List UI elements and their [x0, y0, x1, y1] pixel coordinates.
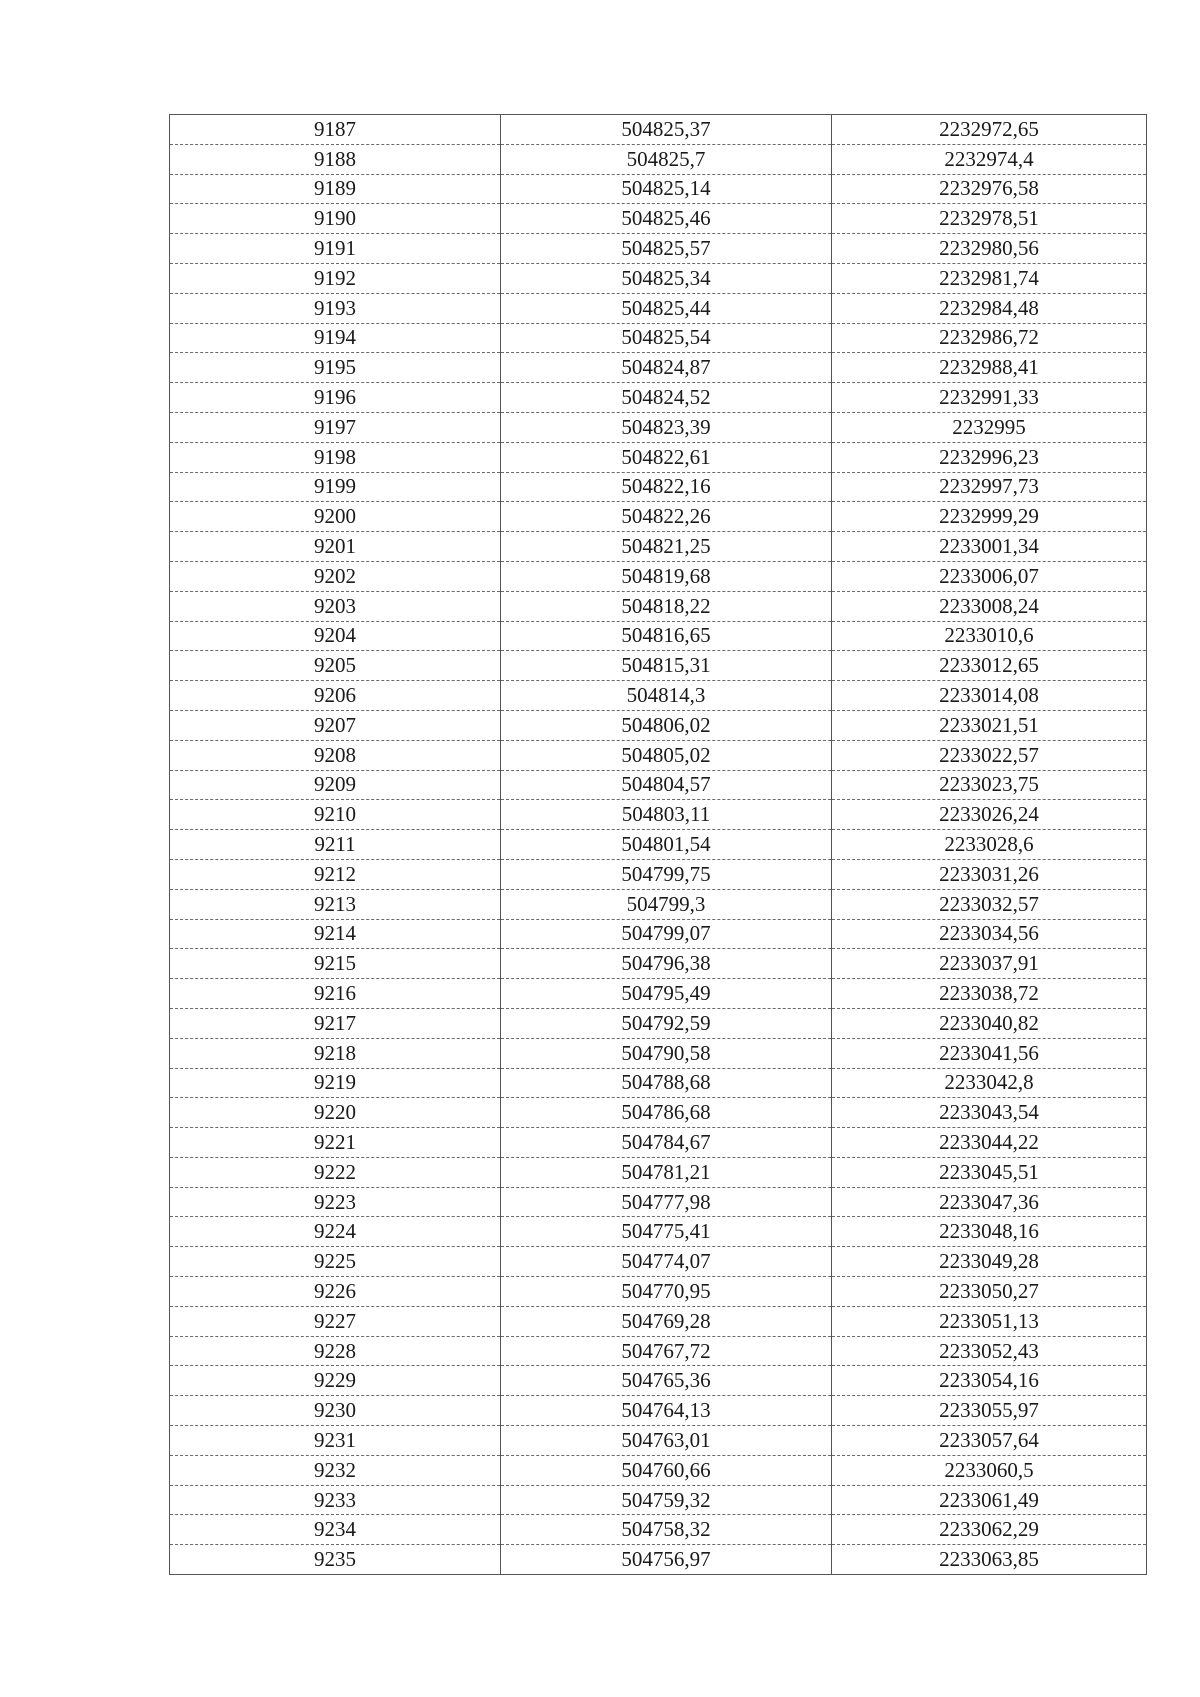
point-number-cell: 9196 [170, 383, 501, 413]
x-coordinate-cell: 504788,68 [501, 1068, 832, 1098]
table-row [170, 1157, 1147, 1187]
table-row [170, 681, 1147, 711]
coordinates-table [169, 114, 1147, 1575]
point-number-cell: 9218 [170, 1038, 501, 1068]
table-row [170, 1038, 1147, 1068]
table-row [170, 323, 1147, 353]
x-coordinate-cell: 504796,38 [501, 949, 832, 979]
y-coordinate-cell: 2232986,72 [832, 323, 1147, 353]
y-coordinate-cell: 2233040,82 [832, 1008, 1147, 1038]
point-number-cell: 9204 [170, 621, 501, 651]
y-coordinate-cell: 2233022,57 [832, 740, 1147, 770]
x-coordinate-cell: 504795,49 [501, 979, 832, 1009]
x-coordinate-cell: 504770,95 [501, 1277, 832, 1307]
y-coordinate-cell: 2233008,24 [832, 591, 1147, 621]
x-coordinate-cell: 504815,31 [501, 651, 832, 681]
y-coordinate-cell: 2233050,27 [832, 1277, 1147, 1307]
point-number-cell: 9201 [170, 532, 501, 562]
y-coordinate-cell: 2232980,56 [832, 234, 1147, 264]
y-coordinate-cell: 2233049,28 [832, 1247, 1147, 1277]
table-row [170, 174, 1147, 204]
point-number-cell: 9221 [170, 1128, 501, 1158]
table-row [170, 502, 1147, 532]
table-row [170, 740, 1147, 770]
y-coordinate-cell: 2232997,73 [832, 472, 1147, 502]
x-coordinate-cell: 504799,75 [501, 859, 832, 889]
point-number-cell: 9223 [170, 1187, 501, 1217]
point-number-cell: 9206 [170, 681, 501, 711]
table-row [170, 1545, 1147, 1575]
y-coordinate-cell: 2233026,24 [832, 800, 1147, 830]
x-coordinate-cell: 504821,25 [501, 532, 832, 562]
x-coordinate-cell: 504825,57 [501, 234, 832, 264]
point-number-cell: 9203 [170, 591, 501, 621]
table-row [170, 1366, 1147, 1396]
point-number-cell: 9216 [170, 979, 501, 1009]
x-coordinate-cell: 504792,59 [501, 1008, 832, 1038]
y-coordinate-cell: 2233052,43 [832, 1336, 1147, 1366]
table-row [170, 383, 1147, 413]
table-row [170, 1187, 1147, 1217]
x-coordinate-cell: 504759,32 [501, 1485, 832, 1515]
point-number-cell: 9214 [170, 919, 501, 949]
point-number-cell: 9232 [170, 1455, 501, 1485]
y-coordinate-cell: 2233028,6 [832, 830, 1147, 860]
x-coordinate-cell: 504824,52 [501, 383, 832, 413]
table-row [170, 919, 1147, 949]
table-row [170, 710, 1147, 740]
point-number-cell: 9220 [170, 1098, 501, 1128]
x-coordinate-cell: 504825,34 [501, 263, 832, 293]
x-coordinate-cell: 504822,26 [501, 502, 832, 532]
y-coordinate-cell: 2232996,23 [832, 442, 1147, 472]
x-coordinate-cell: 504804,57 [501, 770, 832, 800]
point-number-cell: 9231 [170, 1426, 501, 1456]
x-coordinate-cell: 504784,67 [501, 1128, 832, 1158]
x-coordinate-cell: 504805,02 [501, 740, 832, 770]
x-coordinate-cell: 504799,07 [501, 919, 832, 949]
point-number-cell: 9188 [170, 144, 501, 174]
table-row [170, 263, 1147, 293]
point-number-cell: 9190 [170, 204, 501, 234]
point-number-cell: 9227 [170, 1306, 501, 1336]
x-coordinate-cell: 504777,98 [501, 1187, 832, 1217]
x-coordinate-cell: 504824,87 [501, 353, 832, 383]
coordinates-table-body [170, 115, 1147, 1575]
table-row [170, 859, 1147, 889]
y-coordinate-cell: 2233047,36 [832, 1187, 1147, 1217]
table-row [170, 144, 1147, 174]
point-number-cell: 9234 [170, 1515, 501, 1545]
point-number-cell: 9199 [170, 472, 501, 502]
y-coordinate-cell: 2233021,51 [832, 710, 1147, 740]
point-number-cell: 9197 [170, 412, 501, 442]
table-row [170, 889, 1147, 919]
point-number-cell: 9194 [170, 323, 501, 353]
y-coordinate-cell: 2233012,65 [832, 651, 1147, 681]
table-row [170, 234, 1147, 264]
table-row [170, 949, 1147, 979]
y-coordinate-cell: 2232978,51 [832, 204, 1147, 234]
y-coordinate-cell: 2232991,33 [832, 383, 1147, 413]
point-number-cell: 9191 [170, 234, 501, 264]
point-number-cell: 9210 [170, 800, 501, 830]
y-coordinate-cell: 2233055,97 [832, 1396, 1147, 1426]
table-row [170, 1515, 1147, 1545]
table-row [170, 591, 1147, 621]
y-coordinate-cell: 2233062,29 [832, 1515, 1147, 1545]
point-number-cell: 9226 [170, 1277, 501, 1307]
x-coordinate-cell: 504819,68 [501, 561, 832, 591]
table-row [170, 1485, 1147, 1515]
table-row [170, 1068, 1147, 1098]
x-coordinate-cell: 504764,13 [501, 1396, 832, 1426]
y-coordinate-cell: 2232988,41 [832, 353, 1147, 383]
x-coordinate-cell: 504801,54 [501, 830, 832, 860]
point-number-cell: 9228 [170, 1336, 501, 1366]
x-coordinate-cell: 504825,44 [501, 293, 832, 323]
point-number-cell: 9200 [170, 502, 501, 532]
x-coordinate-cell: 504765,36 [501, 1366, 832, 1396]
point-number-cell: 9189 [170, 174, 501, 204]
point-number-cell: 9235 [170, 1545, 501, 1575]
y-coordinate-cell: 2233037,91 [832, 949, 1147, 979]
x-coordinate-cell: 504816,65 [501, 621, 832, 651]
point-number-cell: 9202 [170, 561, 501, 591]
y-coordinate-cell: 2233042,8 [832, 1068, 1147, 1098]
point-number-cell: 9212 [170, 859, 501, 889]
x-coordinate-cell: 504767,72 [501, 1336, 832, 1366]
x-coordinate-cell: 504803,11 [501, 800, 832, 830]
y-coordinate-cell: 2233054,16 [832, 1366, 1147, 1396]
y-coordinate-cell: 2232984,48 [832, 293, 1147, 323]
point-number-cell: 9222 [170, 1157, 501, 1187]
x-coordinate-cell: 504775,41 [501, 1217, 832, 1247]
y-coordinate-cell: 2233038,72 [832, 979, 1147, 1009]
point-number-cell: 9229 [170, 1366, 501, 1396]
x-coordinate-cell: 504786,68 [501, 1098, 832, 1128]
y-coordinate-cell: 2233010,6 [832, 621, 1147, 651]
point-number-cell: 9213 [170, 889, 501, 919]
y-coordinate-cell: 2232995 [832, 412, 1147, 442]
table-row [170, 800, 1147, 830]
table-row [170, 532, 1147, 562]
point-number-cell: 9207 [170, 710, 501, 740]
table-row [170, 770, 1147, 800]
x-coordinate-cell: 504814,3 [501, 681, 832, 711]
y-coordinate-cell: 2233051,13 [832, 1306, 1147, 1336]
point-number-cell: 9224 [170, 1217, 501, 1247]
table-row [170, 1217, 1147, 1247]
table-row [170, 651, 1147, 681]
x-coordinate-cell: 504825,7 [501, 144, 832, 174]
table-row [170, 442, 1147, 472]
y-coordinate-cell: 2233031,26 [832, 859, 1147, 889]
point-number-cell: 9230 [170, 1396, 501, 1426]
x-coordinate-cell: 504799,3 [501, 889, 832, 919]
table-row [170, 1008, 1147, 1038]
table-row [170, 979, 1147, 1009]
x-coordinate-cell: 504825,14 [501, 174, 832, 204]
point-number-cell: 9219 [170, 1068, 501, 1098]
x-coordinate-cell: 504758,32 [501, 1515, 832, 1545]
point-number-cell: 9198 [170, 442, 501, 472]
table-row [170, 1336, 1147, 1366]
table-row [170, 1098, 1147, 1128]
x-coordinate-cell: 504825,37 [501, 115, 832, 145]
x-coordinate-cell: 504806,02 [501, 710, 832, 740]
y-coordinate-cell: 2232976,58 [832, 174, 1147, 204]
x-coordinate-cell: 504769,28 [501, 1306, 832, 1336]
x-coordinate-cell: 504760,66 [501, 1455, 832, 1485]
table-row [170, 1455, 1147, 1485]
x-coordinate-cell: 504818,22 [501, 591, 832, 621]
y-coordinate-cell: 2233044,22 [832, 1128, 1147, 1158]
table-row [170, 115, 1147, 145]
x-coordinate-cell: 504774,07 [501, 1247, 832, 1277]
x-coordinate-cell: 504822,61 [501, 442, 832, 472]
y-coordinate-cell: 2233057,64 [832, 1426, 1147, 1456]
y-coordinate-cell: 2233032,57 [832, 889, 1147, 919]
point-number-cell: 9192 [170, 263, 501, 293]
y-coordinate-cell: 2232981,74 [832, 263, 1147, 293]
y-coordinate-cell: 2233045,51 [832, 1157, 1147, 1187]
point-number-cell: 9215 [170, 949, 501, 979]
table-row [170, 1277, 1147, 1307]
table-row [170, 1426, 1147, 1456]
point-number-cell: 9217 [170, 1008, 501, 1038]
y-coordinate-cell: 2233023,75 [832, 770, 1147, 800]
y-coordinate-cell: 2233001,34 [832, 532, 1147, 562]
point-number-cell: 9208 [170, 740, 501, 770]
table-row [170, 621, 1147, 651]
y-coordinate-cell: 2233034,56 [832, 919, 1147, 949]
table-row [170, 204, 1147, 234]
y-coordinate-cell: 2232999,29 [832, 502, 1147, 532]
table-row [170, 1247, 1147, 1277]
y-coordinate-cell: 2233048,16 [832, 1217, 1147, 1247]
table-row [170, 472, 1147, 502]
table-row [170, 353, 1147, 383]
y-coordinate-cell: 2233006,07 [832, 561, 1147, 591]
x-coordinate-cell: 504790,58 [501, 1038, 832, 1068]
y-coordinate-cell: 2233060,5 [832, 1455, 1147, 1485]
table-row [170, 412, 1147, 442]
table-row [170, 830, 1147, 860]
y-coordinate-cell: 2232972,65 [832, 115, 1147, 145]
point-number-cell: 9193 [170, 293, 501, 323]
x-coordinate-cell: 504763,01 [501, 1426, 832, 1456]
table-row [170, 1396, 1147, 1426]
point-number-cell: 9233 [170, 1485, 501, 1515]
y-coordinate-cell: 2233061,49 [832, 1485, 1147, 1515]
point-number-cell: 9209 [170, 770, 501, 800]
point-number-cell: 9195 [170, 353, 501, 383]
y-coordinate-cell: 2232974,4 [832, 144, 1147, 174]
table-row [170, 1306, 1147, 1336]
table-row [170, 561, 1147, 591]
point-number-cell: 9205 [170, 651, 501, 681]
y-coordinate-cell: 2233043,54 [832, 1098, 1147, 1128]
y-coordinate-cell: 2233063,85 [832, 1545, 1147, 1575]
x-coordinate-cell: 504823,39 [501, 412, 832, 442]
x-coordinate-cell: 504825,46 [501, 204, 832, 234]
table-row [170, 293, 1147, 323]
x-coordinate-cell: 504822,16 [501, 472, 832, 502]
point-number-cell: 9187 [170, 115, 501, 145]
y-coordinate-cell: 2233041,56 [832, 1038, 1147, 1068]
x-coordinate-cell: 504781,21 [501, 1157, 832, 1187]
table-row [170, 1128, 1147, 1158]
x-coordinate-cell: 504825,54 [501, 323, 832, 353]
y-coordinate-cell: 2233014,08 [832, 681, 1147, 711]
point-number-cell: 9211 [170, 830, 501, 860]
point-number-cell: 9225 [170, 1247, 501, 1277]
x-coordinate-cell: 504756,97 [501, 1545, 832, 1575]
